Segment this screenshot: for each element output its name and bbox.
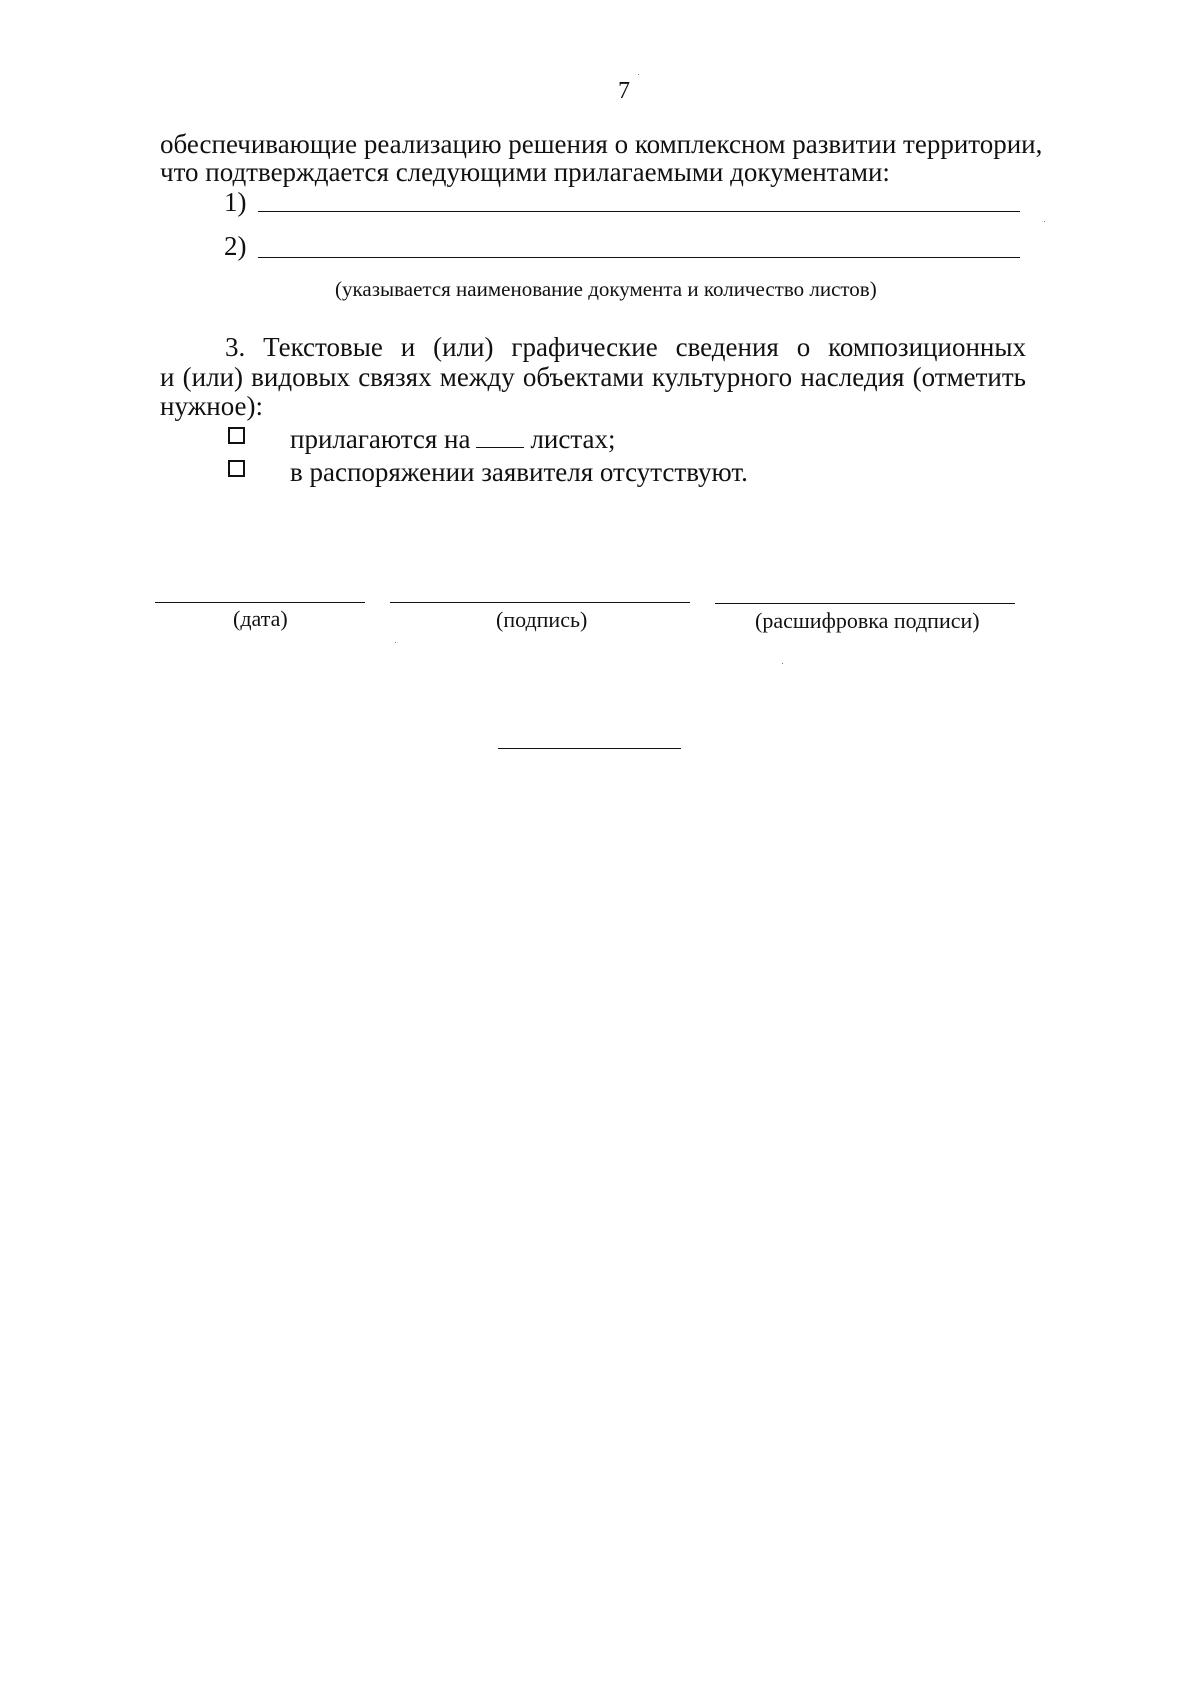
date-caption: (дата) [233,606,288,631]
section3-line-3: нужное): [160,391,264,421]
list-caption: (указывается наименование документа и количество листов) [335,277,877,301]
option-absent-label: в распоряжении заявителя отсутствуют. [290,457,748,487]
section3-line-2: и (или) видовых связях между объектами культурного наследия (отметить [160,362,1026,392]
section3-line-1: 3. Текстовые и (или) графические сведения о композиционных [225,332,1026,362]
option-attached-label: прилагаются на [290,424,471,454]
signature-decoding-caption: (расшифровка подписи) [755,608,980,633]
date-field[interactable] [155,602,365,603]
signature-caption: (подпись) [496,607,588,632]
page-number: 7 [618,78,630,104]
list-marker-1: 1) [224,187,247,217]
signature-decoding-field[interactable] [715,603,1015,604]
sheets-count-field[interactable] [476,447,524,448]
scan-speck [395,642,396,643]
absent-checkbox[interactable] [228,460,245,477]
option-attached [290,423,615,455]
attached-checkbox[interactable] [228,427,245,444]
document-1-field[interactable] [258,211,1020,212]
end-separator [498,748,681,749]
signature-field[interactable] [390,602,690,603]
option-attached-suffix: листах; [530,424,616,454]
document-2-field[interactable] [258,257,1020,258]
scan-speck [1044,221,1045,222]
list-marker-2: 2) [224,231,247,261]
scan-speck [782,663,783,664]
intro-line-1: обеспечивающие реализацию решения о комплексном развитии территории, [160,129,1043,159]
intro-line-2: что подтверждается следующими прилагаемыми документами: [160,157,890,187]
scan-speck [638,74,639,75]
